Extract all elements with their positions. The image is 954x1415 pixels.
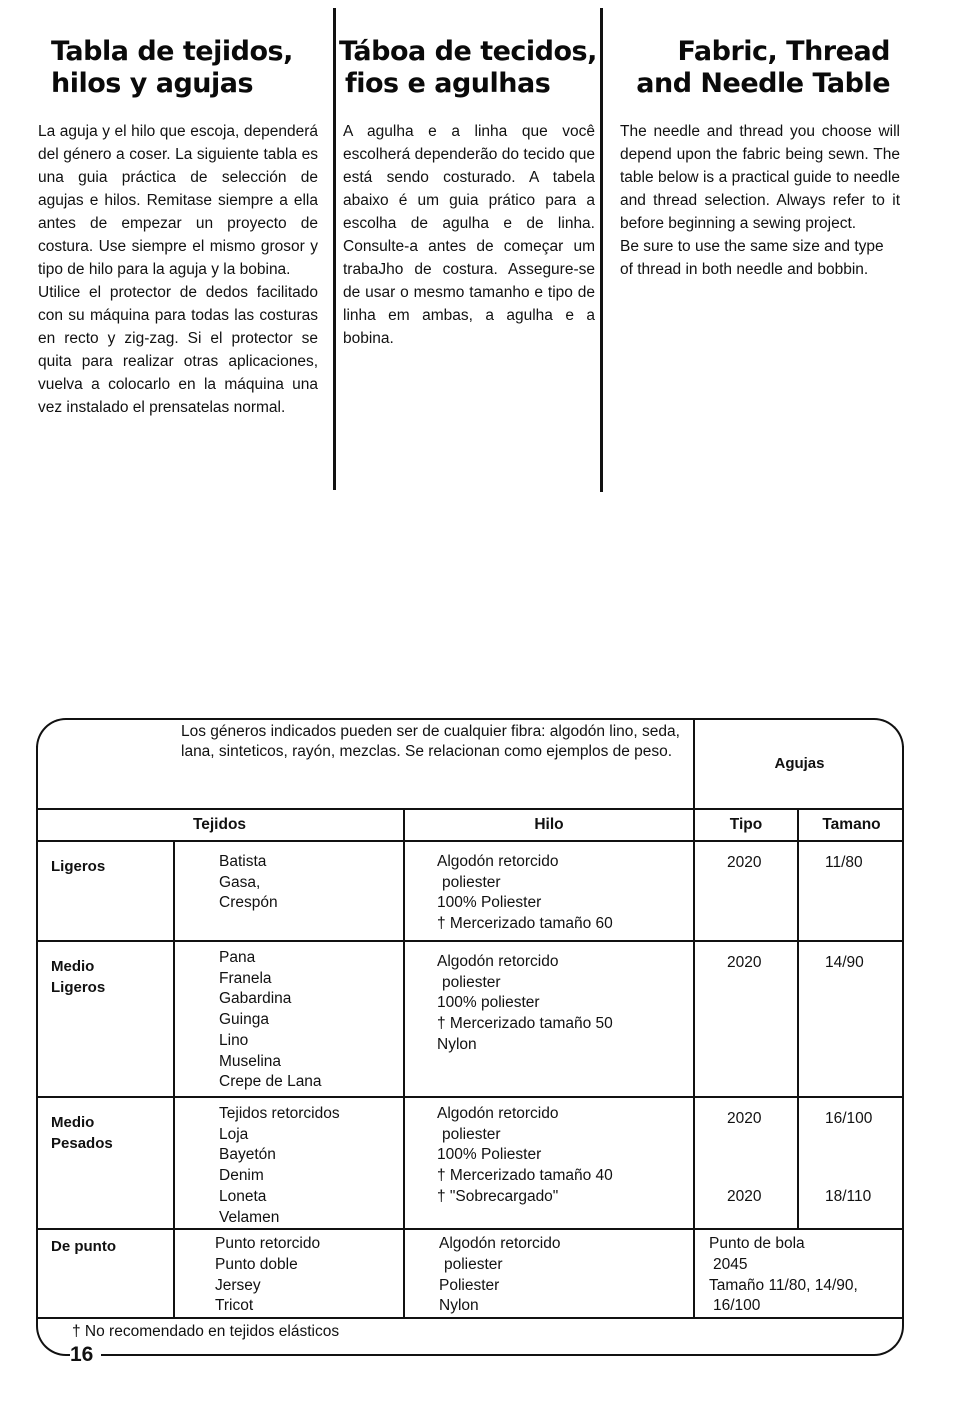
- tejidos-header: Tejidos: [36, 809, 404, 841]
- title-english-line1: Fabric, Thread: [677, 36, 890, 67]
- thread-cell: Algodón retorcido poliester 100% poliester † Mercerizado tamaño 50 Nylon: [404, 941, 694, 1097]
- table-frame-top: [36, 718, 904, 748]
- title-english-line2: and Needle Table: [636, 68, 890, 99]
- title-spanish-line2: hilos y agujas: [51, 68, 254, 99]
- table-note: Los géneros indicados pueden ser de cualquier fibra: algodón lino, seda, lana, sinteticos, rayón, mezclas. Se relacionan como ejemplos de peso.: [36, 718, 694, 809]
- tipo-cell: 2020 2020: [694, 1097, 798, 1229]
- thread-cell: Algodón retorcido poliester 100% Poliester † Mercerizado tamaño 60: [404, 841, 694, 941]
- title-portuguese-line1: Táboa de tecidos,: [339, 36, 597, 67]
- tamano-cell: 14/90: [798, 941, 904, 1097]
- portuguese-paragraph-1: A agulha e a linha que você escolherá dependerão do tecido que está sendo costurado. A tabela abaixo é um guia prático para a escolha de agulha e de linha. Consulte-a antes de começar um trabaJho de costura. Assegure-se de usar o mesmo tamanho e tipo de linha em ambas, a agulha e a bobina.: [343, 123, 595, 347]
- tamano-header: Tamano: [798, 809, 904, 841]
- fabrics-cell: Batista Gasa, Crespón: [174, 841, 404, 941]
- tipo-cell: 2020: [694, 841, 798, 941]
- title-spanish-line1: Tabla de tejidos,: [51, 36, 293, 67]
- table-row: [36, 1097, 904, 1229]
- title-portuguese: [339, 36, 609, 100]
- category-cell: De punto: [36, 1229, 174, 1318]
- title-spanish: [51, 36, 351, 100]
- title-portuguese-line2: fios e agulhas: [345, 68, 551, 99]
- agujas-header: Agujas: [694, 718, 904, 809]
- fabrics-cell: Pana Franela Gabardina Guinga Lino Muselina Crepe de Lana: [174, 941, 404, 1097]
- thread-cell: Algodón retorcido poliester Poliester Nylon: [404, 1229, 694, 1318]
- title-english: [620, 36, 890, 100]
- category-cell: Medio Ligeros: [36, 941, 174, 1097]
- tipo-cell: 2020: [694, 941, 798, 1097]
- table-frame-left: [36, 746, 38, 1326]
- needle-cell: Punto de bola 2045 Tamaño 11/80, 14/90, 16/100: [694, 1229, 904, 1318]
- table-footnote: † No recomendado en tejidos elásticos: [72, 1323, 340, 1340]
- tamano-cell: 11/80: [798, 841, 904, 941]
- category-cell: Ligeros: [36, 841, 174, 941]
- fabrics-cell: Tejidos retorcidos Loja Bayetón Denim Loneta Velamen: [174, 1097, 404, 1229]
- hilo-header: Hilo: [404, 809, 694, 841]
- column-divider-1: [333, 8, 336, 490]
- tipo-header: Tipo: [694, 809, 798, 841]
- column-divider-2: [600, 8, 603, 492]
- english-paragraph-1: The needle and thread you choose will depend upon the fabric being sewn. The table below is a practical guide to needle and thread selection. Always refer to it before beginning a sewing project.: [620, 123, 900, 232]
- thread-cell: Algodón retorcido poliester 100% Poliester † Mercerizado tamaño 40 † "Sobrecargado": [404, 1097, 694, 1229]
- table-frame-right: [902, 746, 904, 1326]
- fabric-thread-needle-table: [36, 718, 904, 1319]
- page-number: 16: [70, 1343, 101, 1367]
- spanish-paragraph-2: Utilice el protector de dedos facilitado con su máquina para todas las costuras en recto y zig-zag. Si el protector se quita para realizar otras aplicaciones, vuelva a colocarlo en la máquina una vez instalado el prensatelas normal.: [38, 284, 318, 416]
- fabrics-cell: Punto retorcido Punto doble Jersey Tricot: [174, 1229, 404, 1318]
- category-cell: Medio Pesados: [36, 1097, 174, 1229]
- table-row: [36, 841, 904, 941]
- english-paragraph-2: Be sure to use the same size and type of thread in both needle and bobbin.: [620, 238, 884, 278]
- table-row: [36, 941, 904, 1097]
- table-row: [36, 1229, 904, 1318]
- tamano-cell: 16/100 18/110: [798, 1097, 904, 1229]
- spanish-paragraph-1: La aguja y el hilo que escoja, dependerá del género a coser. La siguiente tabla es una guia práctica de selección de agujas e hilos. Remitase siempre a ella antes de empezar un proyecto de costura. Use siempre el mismo grosor y tipo de hilo para la aguja y la bobina.: [38, 123, 318, 278]
